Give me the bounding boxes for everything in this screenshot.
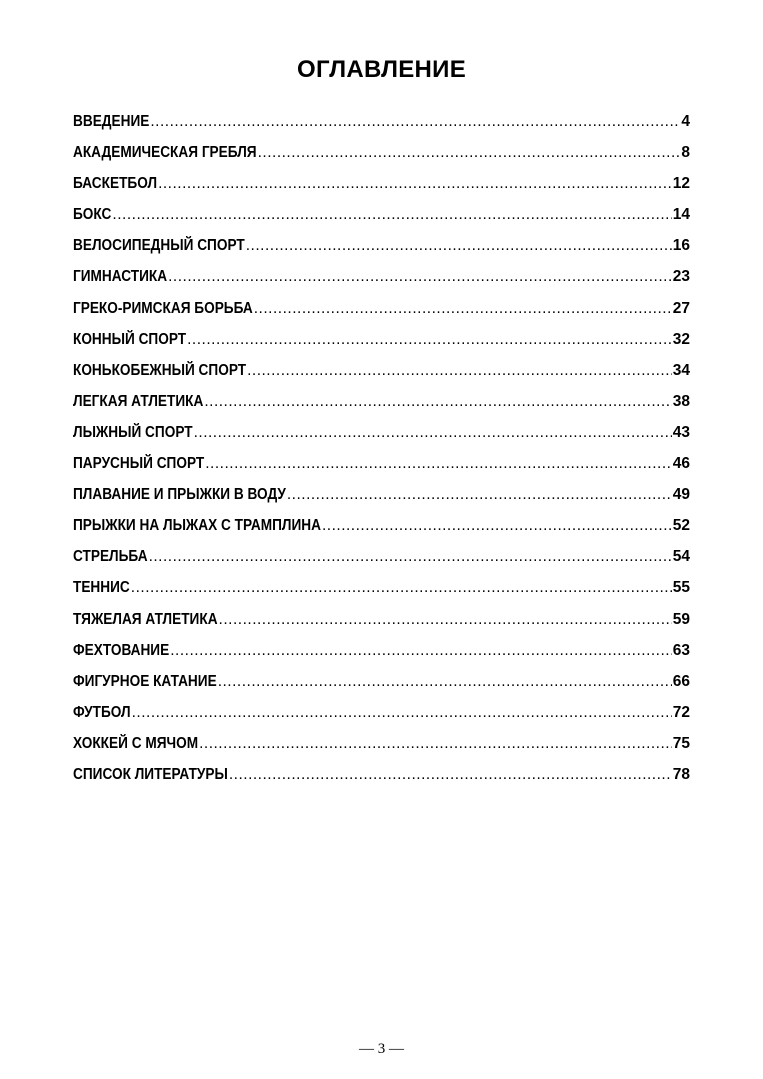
toc-entry-title: БАСКЕТБОЛ xyxy=(73,175,158,193)
dot-leader xyxy=(204,393,671,411)
toc-entry-title: ПЛАВАНИЕ И ПРЫЖКИ В ВОДУ xyxy=(73,486,286,504)
toc-entry[interactable] xyxy=(73,206,690,237)
toc-entry-page-number: 23 xyxy=(672,268,690,286)
dot-leader xyxy=(247,362,672,380)
dot-leader xyxy=(218,673,672,691)
toc-entry-page-number: 49 xyxy=(672,486,690,504)
toc-entry[interactable] xyxy=(73,455,690,486)
toc-entry[interactable] xyxy=(73,579,690,610)
toc-entry-page-number: 63 xyxy=(672,641,690,659)
toc-entry-page-number: 16 xyxy=(672,237,690,255)
toc-entry-title: ФУТБОЛ xyxy=(73,703,131,721)
toc-entry[interactable] xyxy=(73,175,690,206)
dot-leader xyxy=(112,206,671,224)
page-number: — 3 — xyxy=(359,1041,404,1057)
toc-entry-title: СПИСОК ЛИТЕРАТУРЫ xyxy=(73,765,228,783)
toc-entry[interactable] xyxy=(73,517,690,548)
dot-leader xyxy=(132,704,672,722)
dot-leader xyxy=(150,113,680,131)
toc-entry-title: ТЕННИС xyxy=(73,579,130,597)
toc-entry-page-number: 8 xyxy=(681,144,690,162)
toc-entry[interactable] xyxy=(73,331,690,362)
toc-entry-page-number: 59 xyxy=(672,610,690,628)
dot-leader xyxy=(205,455,672,473)
toc-entry[interactable] xyxy=(73,113,690,144)
dot-leader xyxy=(199,735,672,753)
toc-entry[interactable] xyxy=(73,300,690,331)
toc-entry-title: БОКС xyxy=(73,206,112,224)
dot-leader xyxy=(322,517,672,535)
toc-entry-title: АКАДЕМИЧЕСКАЯ ГРЕБЛЯ xyxy=(73,144,257,162)
toc-entry-page-number: 27 xyxy=(672,299,690,317)
dot-leader xyxy=(287,486,672,504)
toc-entry-title: ПРЫЖКИ НА ЛЫЖАХ С ТРАМПЛИНА xyxy=(73,517,321,535)
toc-entry[interactable] xyxy=(73,735,690,766)
toc-entry-title: ТЯЖЕЛАЯ АТЛЕТИКА xyxy=(73,610,218,628)
toc-entry-page-number: 75 xyxy=(672,734,690,752)
toc-entry-title: ЛЕГКАЯ АТЛЕТИКА xyxy=(73,392,204,410)
toc-entry-title: ХОККЕЙ С МЯЧОМ xyxy=(73,734,199,752)
toc-entry-title: КОНЬКОБЕЖНЫЙ СПОРТ xyxy=(73,361,247,379)
toc-entry-title: ВВЕДЕНИЕ xyxy=(73,113,150,130)
toc-entry[interactable] xyxy=(73,642,690,673)
dot-leader xyxy=(170,642,672,660)
toc-entry-title: ФИГУРНОЕ КАТАНИЕ xyxy=(73,672,217,690)
dot-leader xyxy=(131,579,672,597)
dot-leader xyxy=(194,424,672,442)
toc-entry-page-number: 46 xyxy=(672,455,690,473)
toc-entry-title: ЛЫЖНЫЙ СПОРТ xyxy=(73,423,193,441)
toc-entry[interactable] xyxy=(73,237,690,268)
toc-entry-title: ГИМНАСТИКА xyxy=(73,268,168,286)
dot-leader xyxy=(229,766,672,784)
toc-entry-page-number: 43 xyxy=(672,423,690,441)
toc-entry[interactable] xyxy=(73,362,690,393)
toc-entry-page-number: 52 xyxy=(672,517,690,535)
dot-leader xyxy=(168,268,672,286)
toc-entry-page-number: 72 xyxy=(672,703,690,721)
toc-entry-title: ФЕХТОВАНИЕ xyxy=(73,641,170,659)
toc-entry-page-number: 12 xyxy=(672,175,690,193)
toc-entry[interactable] xyxy=(73,611,690,642)
toc-entry[interactable] xyxy=(73,393,690,424)
dot-leader xyxy=(149,548,672,566)
toc-entry-page-number: 34 xyxy=(672,361,690,379)
toc-entry-page-number: 66 xyxy=(672,672,690,690)
toc-entry[interactable] xyxy=(73,486,690,517)
dot-leader xyxy=(258,144,681,162)
toc-entry-page-number: 78 xyxy=(672,765,690,783)
table-of-contents xyxy=(73,113,690,797)
toc-entry-title: ГРЕКО-РИМСКАЯ БОРЬБА xyxy=(73,299,253,317)
toc-entry-title: СТРЕЛЬБА xyxy=(73,548,148,566)
toc-entry-page-number: 32 xyxy=(672,330,690,348)
toc-entry[interactable] xyxy=(73,424,690,455)
dot-leader xyxy=(158,175,672,193)
dot-leader xyxy=(187,331,672,349)
toc-entry[interactable] xyxy=(73,548,690,579)
toc-entry-page-number: 54 xyxy=(672,548,690,566)
page-title: ОГЛАВЛЕНИЕ xyxy=(296,56,467,83)
toc-entry[interactable] xyxy=(73,766,690,797)
toc-entry-page-number: 4 xyxy=(681,113,690,130)
dot-leader xyxy=(219,611,672,629)
toc-entry[interactable] xyxy=(73,268,690,299)
toc-entry-title: КОННЫЙ СПОРТ xyxy=(73,330,187,348)
toc-entry[interactable] xyxy=(73,704,690,735)
toc-entry-page-number: 14 xyxy=(672,206,690,224)
toc-entry-title: ПАРУСНЫЙ СПОРТ xyxy=(73,455,205,473)
toc-entry[interactable] xyxy=(73,673,690,704)
toc-entry-page-number: 55 xyxy=(672,579,690,597)
toc-entry-page-number: 38 xyxy=(672,392,690,410)
dot-leader xyxy=(254,300,672,318)
dot-leader xyxy=(246,237,672,255)
toc-entry[interactable] xyxy=(73,144,690,175)
toc-entry-title: ВЕЛОСИПЕДНЫЙ СПОРТ xyxy=(73,237,245,255)
